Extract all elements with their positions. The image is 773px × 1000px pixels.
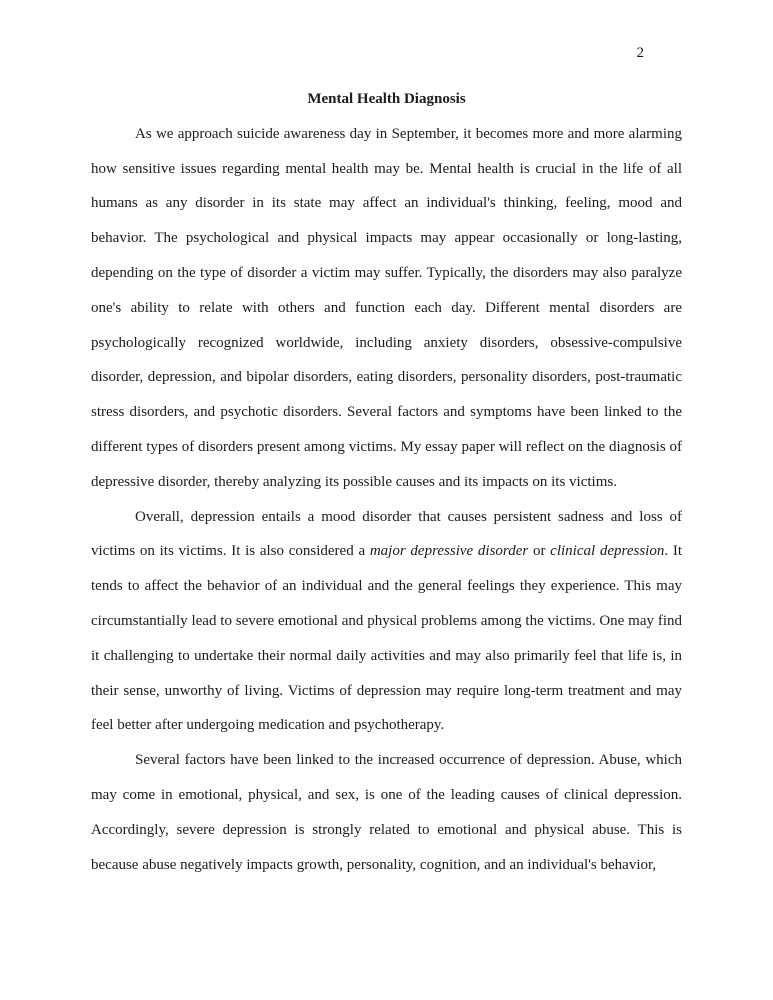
paragraph [91,743,682,882]
document-content [91,82,682,882]
paragraph [91,500,682,744]
italic-phrase: clinical depression [550,543,665,560]
paragraphs [91,117,682,883]
page-number: 2 [636,45,644,61]
italic-phrase: major depressive disorder [369,543,529,560]
text-segment: Overall, depression entails a mood disorder that causes persistent sadness and loss of victims on its victims. It is also considered a [91,508,682,560]
text-segment: As we approach suicide awareness day in September, it becomes more and more alarming how sensitive issues regarding mental health may be. Mental health is crucial in the life of all humans as any disorder in its state may affect an individual's thinking, feeling, mood and behavior. The psychological and physical impacts may appear occasionally or long-lasting, depending on the type of disorder a victim may suffer. Typically, the disorders may also paralyze one's ability to relate with others and function each day. Different mental disorders are psychologically recognized worldwide, including anxiety disorders, obsessive-compulsive disorder, depression, and bipolar disorders, eating disorders, personality disorders, post-traumatic stress disorders, and psychotic disorders. Several factors and symptoms have been linked to the different types of disorders present among victims. My essay paper will reflect on the diagnosis of depressive disorder, thereby analyzing its possible causes and its impacts on its victims. [91,125,682,490]
text-segment: Several factors have been linked to the increased occurrence of depression. Abuse, which may come in emotional, physical, and sex, is one of the leading causes of clinical depression. Accordingly, severe depression is strongly related to emotional and physical abuse. This is because abuse negatively impacts growth, personality, cognition, and an individual's behavior, [91,752,682,873]
text-segment: . It tends to affect the behavior of an individual and the general feelings they experience. This may circumstantially lead to severe emotional and physical problems among the victims. One may find it challenging to undertake their normal daily activities and may also primarily feel that life is, in their sense, unworthy of living. Victims of depression may require long-term treatment and may feel better after undergoing medication and psychotherapy. [91,543,682,734]
paragraph [91,117,682,500]
text-segment: or [528,543,551,560]
page-title: Mental Health Diagnosis [307,91,466,107]
